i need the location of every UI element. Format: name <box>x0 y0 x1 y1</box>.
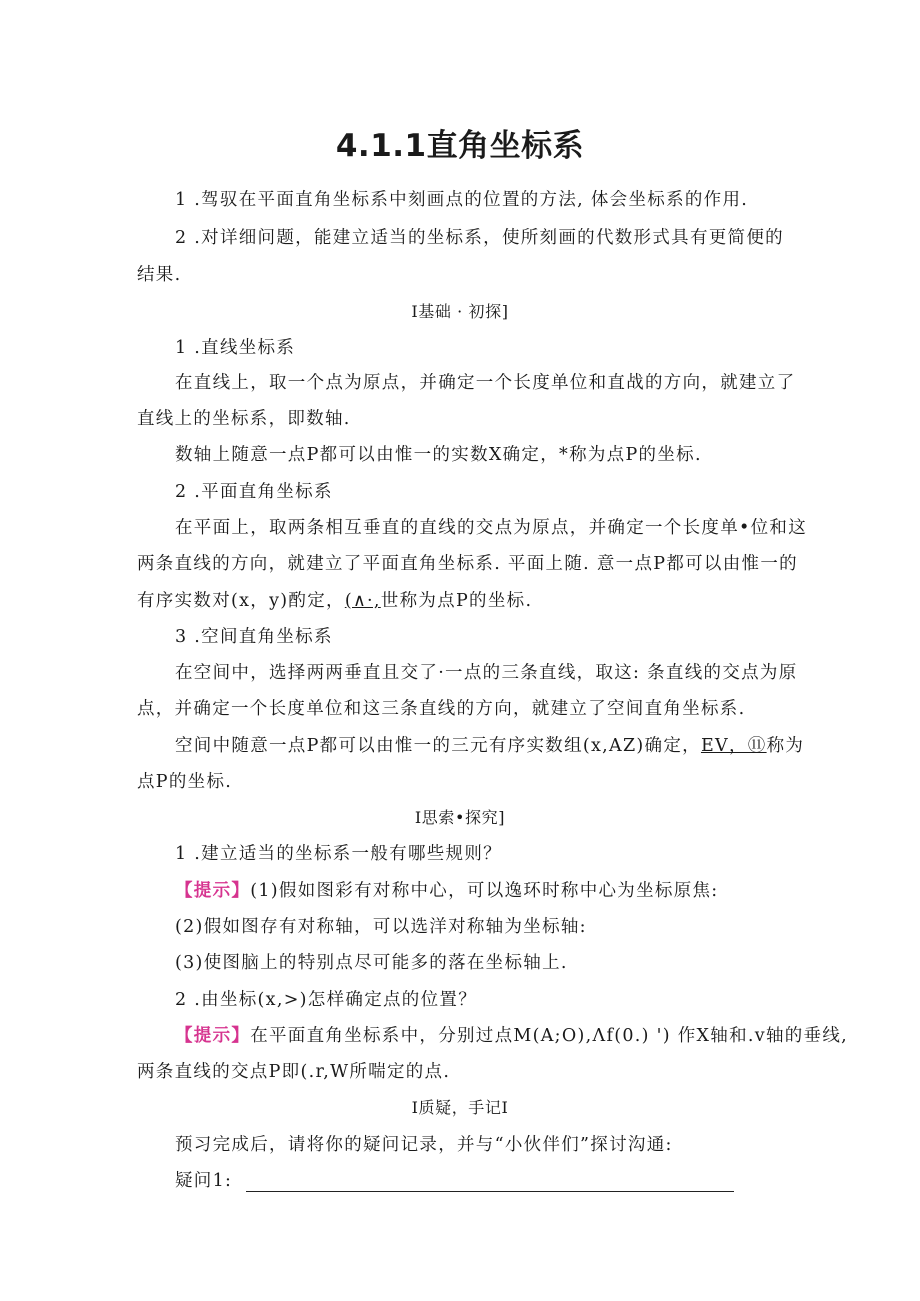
answer-line-2a <box>175 1024 848 1048</box>
section-heading-explore: I思索•探究] <box>414 808 506 827</box>
question-1: 1 .建立适当的坐标系一般有哪些规则？ <box>175 844 502 864</box>
page-title: 4.1.1直角坐标系 <box>335 128 585 164</box>
notes-intro: 预习完成后，请将你的疑问记录，并与“小伙伴们”探讨沟通: <box>175 1135 673 1155</box>
paragraph-number-axis: 数轴上随意一点P都可以由惟一的实数X确定，*称为点P的坐标. <box>175 445 702 465</box>
paragraph-line-3c <box>137 589 532 613</box>
section-heading-basics: I基础 · 初探] <box>411 302 509 321</box>
paragraph-line-3a: 在平面上，取两条相互垂直的直线的交点为原点，并确定一个长度单•位和这 <box>175 518 808 538</box>
text-run: 空间中随意一点P都可以由惟一的三元有序实数组(x,AZ)确定， <box>175 736 701 756</box>
question-2: 2 .由坐标(x,>)怎样确定点的位置？ <box>175 990 478 1010</box>
paragraph-line-1b: 直线上的坐标系，即数轴. <box>137 409 351 429</box>
answer-blank-line[interactable] <box>246 1171 734 1192</box>
paragraph-line-5b: 点P的坐标. <box>137 772 233 792</box>
underlined-text: EV，⑪ <box>700 736 767 756</box>
heading-space-coordinate: 3 .空间直角坐标系 <box>175 627 333 647</box>
text-run: 称为 <box>766 736 805 756</box>
goal-1: 1 .驾驭在平面直角坐标系中刻画点的位置的方法, 体会坐标系的作用. <box>175 190 749 210</box>
underlined-text: (∧·, <box>344 591 381 611</box>
question-label: 疑问1: <box>175 1171 233 1191</box>
goal-2: 2 .对详细问题，能建立适当的坐标系，使所刻画的代数形式具有更简便的 <box>175 228 784 248</box>
paragraph-line-3b: 两条直线的方向，就建立了平面直角坐标系. 平面上随. 意一点P都可以由惟一的 <box>137 554 798 574</box>
hint-label: 【提示】 <box>175 1026 251 1046</box>
paragraph-line-1a: 在直线上，取一个点为原点，并确定一个长度单位和直战的方向，就建立了 <box>175 373 796 393</box>
paragraph-line-4a: 在空间中，选择两两垂直且交了·一点的三条直线，取这: 条直线的交点为原 <box>175 663 798 683</box>
answer-line-1b: (2)假如图存有对称轴，可以选洋对称轴为坐标轴: <box>175 917 587 937</box>
heading-line-coordinate: 1 .直线坐标系 <box>175 338 296 358</box>
goal-2-cont: 结果. <box>137 265 182 285</box>
hint-label: 【提示】 <box>175 881 251 901</box>
text-run: (1)假如图彩有对称中心，可以逸环时称中心为坐标原焦: <box>250 881 719 901</box>
question-field-row <box>175 1169 734 1193</box>
paragraph-line-4b: 点，并确定一个长度单位和这三条直线的方向，就建立了空间直角坐标系. <box>137 699 746 719</box>
heading-plane-coordinate: 2 .平面直角坐标系 <box>175 482 333 502</box>
text-run: 在平面直角坐标系中，分别过点M(A;O),Λf(0.) ') 作X轴和.v轴的垂线, <box>250 1026 849 1046</box>
text-run: 世称为点P的坐标. <box>380 591 533 611</box>
paragraph-line-5a <box>175 734 804 758</box>
answer-line-1a <box>175 879 719 903</box>
answer-line-2b: 两条直线的交点P即(.r,W所喘定的点. <box>137 1062 451 1082</box>
text-run: 有序实数对(x，y)酌定， <box>137 591 345 611</box>
section-heading-notes: I质疑，手记I <box>411 1098 509 1117</box>
answer-line-1c: (3)使图脑上的特别点尽可能多的落在坐标轴上. <box>175 953 568 973</box>
